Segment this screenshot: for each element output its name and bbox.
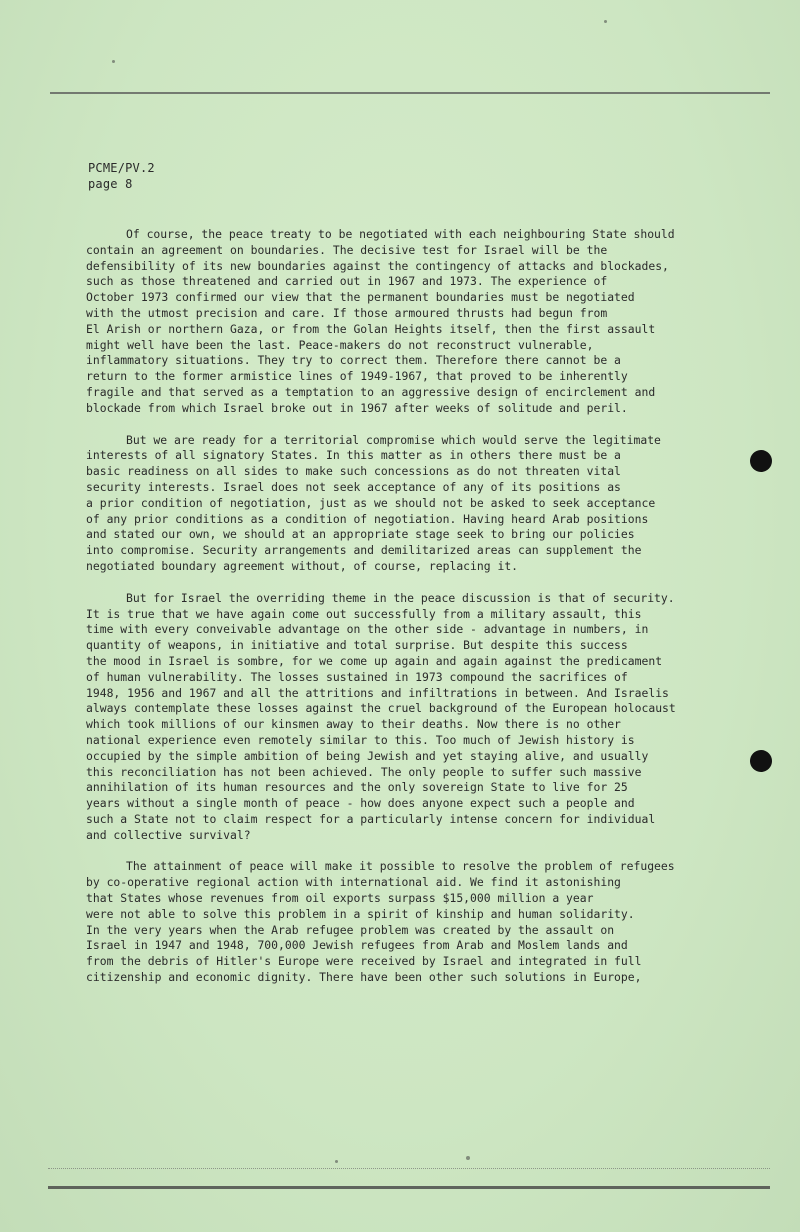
text-line: time with every conveivable advantage on the other side - advantage in numbers, in [86, 622, 649, 637]
text-line: security interests. Israel does not seek acceptance of any of its positions as [86, 479, 621, 494]
text-line: that States whose revenues from oil exports surpass $15,000 million a year [86, 891, 594, 906]
text-line: such a State not to claim respect for a particularly intense concern for individual [86, 811, 656, 826]
text-line: occupied by the simple ambition of being Jewish and yet staying alive, and usually [86, 748, 649, 763]
text-line: from the debris of Hitler's Europe were received by Israel and integrated in full [86, 954, 642, 969]
scan-speck [604, 20, 607, 23]
text-line: which took millions of our kinsmen away to their deaths. Now there is no other [86, 717, 621, 732]
text-line: It is true that we have again come out successfully from a military assault, this [86, 606, 642, 621]
text-line: of human vulnerability. The losses sustained in 1973 compound the sacrifices of [86, 669, 628, 684]
text-line: this reconciliation has not been achieved. The only people to suffer such massive [86, 764, 642, 779]
document-header [88, 160, 155, 192]
page-number: page 8 [88, 177, 133, 191]
text-line: contain an agreement on boundaries. The decisive test for Israel will be the [86, 242, 608, 257]
text-line: and collective survival? [86, 827, 251, 842]
paragraph [86, 227, 776, 417]
text-line: citizenship and economic dignity. There have been other such solutions in Europe, [86, 970, 642, 985]
text-line: and stated our own, we should at an appropriate stage seek to bring our policies [86, 527, 635, 542]
text-line: of any prior conditions as a condition of negotiation. Having heard Arab positions [86, 511, 649, 526]
document-body [86, 227, 776, 1002]
text-line: inflammatory situations. They try to correct them. Therefore there cannot be a [86, 353, 621, 368]
text-line: a prior condition of negotiation, just as we should not be asked to seek acceptance [86, 495, 656, 510]
scan-speck [466, 1156, 470, 1160]
text-line: national experience even remotely similar to this. Too much of Jewish history is [86, 732, 635, 747]
text-line: by co-operative regional action with international aid. We find it astonishing [86, 875, 621, 890]
text-line: such as those threatened and carried out in 1967 and 1973. The experience of [86, 274, 608, 289]
top-rule [50, 92, 770, 94]
text-line: El Arish or northern Gaza, or from the Golan Heights itself, then the first assault [86, 321, 656, 336]
punch-hole [750, 750, 772, 772]
text-line: Israel in 1947 and 1948, 700,000 Jewish refugees from Arab and Moslem lands and [86, 938, 628, 953]
paragraph [86, 433, 776, 575]
paragraph [86, 591, 776, 844]
text-line: blockade from which Israel broke out in 1967 after weeks of solitude and peril. [86, 400, 628, 415]
text-line: years without a single month of peace - how does anyone expect such a people and [86, 796, 635, 811]
text-line: interests of all signatory States. In this matter as in others there must be a [86, 448, 621, 463]
text-line: always contemplate these losses against the cruel background of the European holocaust [86, 701, 676, 716]
text-line: quantity of weapons, in initiative and total surprise. But despite this success [86, 638, 628, 653]
text-line: into compromise. Security arrangements and demilitarized areas can supplement the [86, 543, 642, 558]
text-line: might well have been the last. Peace-makers do not reconstruct vulnerable, [86, 337, 594, 352]
document-reference: PCME/PV.2 [88, 161, 155, 175]
text-line: 1948, 1956 and 1967 and all the attritions and infiltrations in between. And Israelis [86, 685, 669, 700]
paragraph [86, 859, 776, 985]
text-line: annihilation of its human resources and the only sovereign State to live for 25 [86, 780, 628, 795]
bottom-rule [48, 1186, 770, 1189]
text-line: defensibility of its new boundaries against the contingency of attacks and blockades, [86, 258, 669, 273]
text-line: with the utmost precision and care. If those armoured thrusts had begun from [86, 305, 608, 320]
text-line: the mood in Israel is sombre, for we come up again and again against the predicament [86, 653, 663, 668]
text-line: October 1973 confirmed our view that the permanent boundaries must be negotiated [86, 290, 635, 305]
text-line: Of course, the peace treaty to be negotiated with each neighbouring State should [126, 227, 675, 241]
text-line: The attainment of peace will make it possible to resolve the problem of refugees [126, 859, 675, 874]
punch-hole [750, 450, 772, 472]
text-line: But for Israel the overriding theme in the peace discussion is that of security. [126, 590, 675, 605]
scan-speck [112, 60, 115, 63]
text-line: were not able to solve this problem in a spirit of kinship and human solidarity. [86, 906, 635, 921]
text-line: fragile and that served as a temptation to an aggressive design of encirclement and [86, 384, 656, 399]
text-line: In the very years when the Arab refugee problem was created by the assault on [86, 922, 615, 937]
text-line: negotiated boundary agreement without, of course, replacing it. [86, 558, 519, 573]
bottom-dotted-rule [48, 1168, 770, 1170]
scan-speck [335, 1160, 338, 1163]
text-line: But we are ready for a territorial compromise which would serve the legitimate [126, 432, 661, 447]
text-line: basic readiness on all sides to make such concessions as do not threaten vital [86, 464, 621, 479]
text-line: return to the former armistice lines of 1949-1967, that proved to be inherently [86, 369, 628, 384]
